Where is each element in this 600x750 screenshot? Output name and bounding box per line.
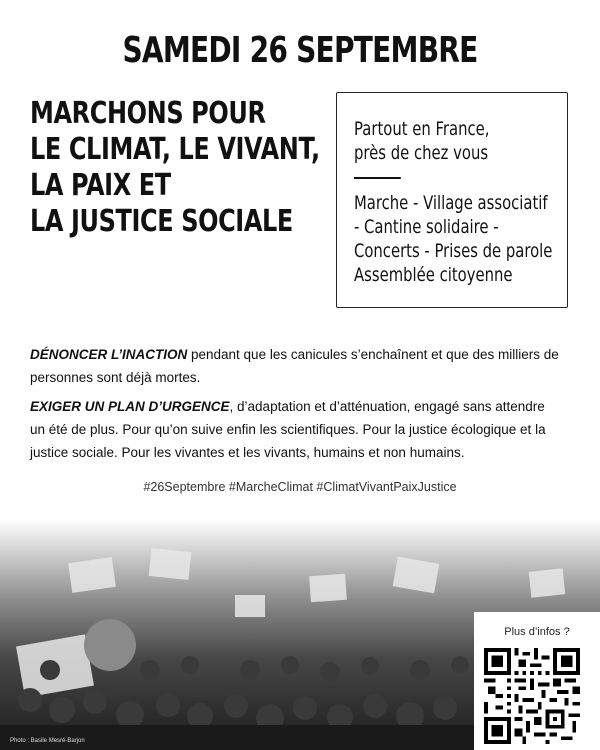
qr-code-icon[interactable]	[484, 648, 580, 744]
emphasis-plan: EXIGER UN PLAN D’URGENCE	[30, 399, 230, 414]
paragraph-plan	[30, 395, 560, 464]
headline-line: MARCHONS POUR	[30, 96, 266, 131]
paragraph-text: pendant que les canicules s’enchaînent et que des milliers de personnes sont déjà mortes.	[30, 347, 559, 385]
location-line: près de chez vous	[354, 142, 489, 164]
activity-line: - Cantine solidaire -	[354, 216, 499, 238]
emphasis-inaction: DÉNONCER L’INACTION	[30, 347, 188, 362]
qr-panel[interactable]	[474, 612, 600, 750]
qr-label: Plus d’infos ?	[504, 626, 570, 638]
info-box	[336, 92, 568, 308]
body-text	[30, 343, 560, 470]
headline-line: LE CLIMAT, LE VIVANT,	[30, 132, 320, 167]
location-text	[354, 117, 557, 165]
activity-line: Concerts - Prises de parole	[354, 240, 553, 262]
headline	[30, 96, 320, 240]
headline-line: LA PAIX ET	[30, 168, 171, 203]
headline-line: LA JUSTICE SOCIALE	[30, 204, 293, 239]
photo-credit: Photo : Basile Mesré-Barjon	[10, 738, 85, 744]
paragraph-inaction	[30, 343, 560, 389]
activities-list	[354, 191, 557, 287]
hashtags: #26Septembre #MarcheClimat #ClimatVivantPaixJustice	[143, 480, 457, 494]
paragraph-text: , d’adaptation et d’atténuation, engagé sans attendre un été de plus. Pour qu’on suive enfin les scientifiques. Pour la justice écologique et la justice sociale. Pour les vivantes et les vivants, humains et non humains.	[30, 399, 546, 460]
activity-line: Assemblée citoyenne	[354, 264, 513, 286]
event-date: SAMEDI 26 SEPTEMBRE	[122, 30, 478, 71]
divider	[354, 177, 401, 179]
location-line: Partout en France,	[354, 118, 490, 140]
activity-line: Marche - Village associatif	[354, 192, 548, 214]
